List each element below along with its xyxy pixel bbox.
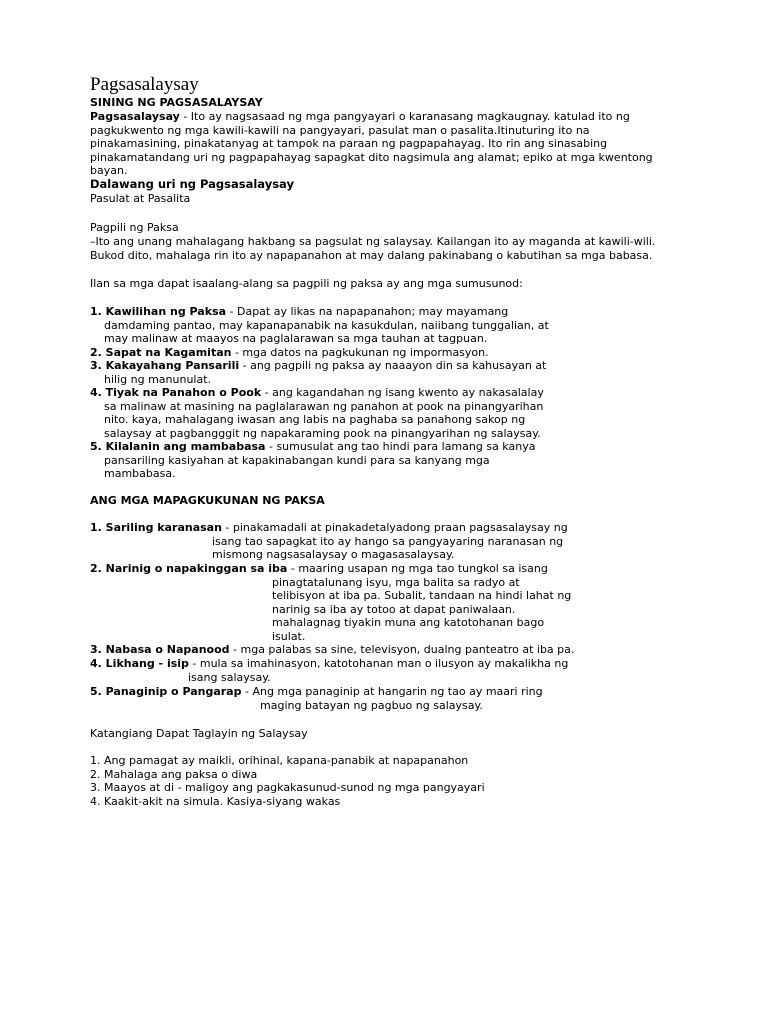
list-item-text: - mula sa imahinasyon, katotohanan man o ilusyon ay makalikha ng xyxy=(188,657,569,670)
list-item-term: 2. Sapat na Kagamitan xyxy=(90,345,232,359)
list-item-continuation: nito. kaya, mahalagang iwasan ang labis na paghaba sa panahong sakop ng xyxy=(104,413,526,426)
list-item-term: 5. Kilalanin ang mambabasa xyxy=(90,440,266,453)
paragraph-line: –Ito ang unang mahalagang hakbang sa pagsulat ng salaysay. Kailangan ito ay maganda at kawili-wili. xyxy=(90,235,656,248)
list-item-continuation: maging batayan ng pagbuo ng salaysay. xyxy=(260,698,483,712)
list-item-continuation: salaysay at pagbangggit ng napakaraming pook na pinangyarihan ng salaysay. xyxy=(104,426,541,440)
definition-text: - Ito ay nagsasaad ng mga pangyayari o karanasang magkaugnay. katulad ito ng xyxy=(179,110,630,123)
list-item-text: - mga palabas sa sine, televisyon, dualng panteatro at iba pa. xyxy=(229,643,575,656)
list-item-text: - ang pagpili ng paksa ay naaayon din sa kahusayan at xyxy=(239,359,547,372)
list-item-continuation: pansariling kasiyahan at kapakinabangan kundi para sa kanyang mga xyxy=(104,453,490,467)
list-item-text: - sumusulat ang tao hindi para lamang sa kanya xyxy=(265,440,536,453)
list-item-continuation: isang salaysay. xyxy=(188,670,271,684)
list-item-text: - Ang mga panaginip at hangarin ng tao ay maari ring xyxy=(241,685,543,698)
list-item-text: - ang kagandahan ng isang kwento ay nakasalalay xyxy=(261,386,544,399)
list-item-continuation: damdaming pantao, may kapanapanabik na kasukdulan, naiibang tunggalian, at xyxy=(104,318,549,332)
list-item-term: 3. Kakayahang Pansarili xyxy=(90,359,240,372)
list-item-term: 4. Likhang - isip xyxy=(90,657,189,670)
list-item-continuation: mambabasa. xyxy=(104,467,176,480)
list-item xyxy=(90,643,574,657)
list-item xyxy=(90,657,568,671)
list-item-continuation: mahalagnag tiyakin muna ang katotohanan bago xyxy=(272,616,545,629)
list-item-continuation: mismong nagsasalaysay o magasasalaysay. xyxy=(212,548,455,561)
paragraph-line: Bukod dito, mahalaga rin ito ay napapanahon at may dalang pakinabang o kabutihan sa mga babasa. xyxy=(90,249,653,262)
list-item xyxy=(90,562,548,576)
list-item xyxy=(90,685,543,699)
list-item xyxy=(90,305,508,319)
definition-line xyxy=(90,110,630,124)
list-item-text: - pinakamadali at pinakadetalyadong praan pagsasalaysay ng xyxy=(221,521,568,534)
types-line: Pasulat at Pasalita xyxy=(90,192,191,205)
list-item: 3. Maayos at di - maligoy ang pagkakasunud-sunod ng mga pangyayari xyxy=(90,781,485,794)
list-item-continuation: isulat. xyxy=(272,629,306,643)
list-item xyxy=(90,359,546,373)
section-heading-mapagkukunan: ANG MGA MAPAGKUKUNAN NG PAKSA xyxy=(90,494,325,507)
definition-line: bayan. xyxy=(90,164,128,177)
document-title: Pagsasalaysay xyxy=(90,74,199,95)
list-item xyxy=(90,386,544,400)
list-intro: Ilan sa mga dapat isaalang-alang sa pagpili ng paksa ay ang mga sumusunod: xyxy=(90,277,523,290)
list-item: 4. Kaakit-akit na simula. Kasiya-siyang wakas xyxy=(90,794,341,808)
list-item-continuation: narinig sa iba ay totoo at dapat paniwalaan. xyxy=(272,602,516,616)
list-item-term: 1. Kawilihan ng Paksa xyxy=(90,305,227,318)
list-item-term: 4. Tiyak na Panahon o Pook xyxy=(90,386,262,399)
list-item: 2. Mahalaga ang paksa o diwa xyxy=(90,767,258,781)
list-item xyxy=(90,346,489,360)
list-item-text: - maaring usapan ng mga tao tungkol sa isang xyxy=(287,562,548,575)
list-item-continuation: isang tao sapagkat ito ay hango sa pangyayaring naranasan ng xyxy=(212,534,564,548)
definition-term: Pagsasalaysay xyxy=(90,110,180,123)
section-heading-uri: Dalawang uri ng Pagsasalaysay xyxy=(90,177,294,191)
list-item-continuation: pinagtatalunang isyu, mga balita sa radyo at xyxy=(272,575,520,589)
list-item: 1. Ang pamagat ay maikli, orihinal, kapana-panabik at napapanahon xyxy=(90,754,469,767)
definition-line: pinakamasining, pinakatanyag at tampok na paraan ng pagpapahayag. Ito rin ang sinasabing xyxy=(90,137,608,150)
list-item-text: - mga datos na pagkukunan ng impormasyon. xyxy=(231,345,489,359)
list-item-term: 5. Panaginip o Pangarap xyxy=(90,685,242,698)
definition-line: pagkukwento ng mga kawili-kawili na pangyayari, pasulat man o pasalita.Itinuturing ito na xyxy=(90,123,590,137)
list-item xyxy=(90,440,535,454)
list-item-term: 2. Narinig o napakinggan sa iba xyxy=(90,562,288,575)
list-item-continuation: may malinaw at maayos na paglalarawan sa mga tauhan at tagpuan. xyxy=(104,332,488,345)
list-item-continuation: telibisyon at iba pa. Subalit, tandaan na hindi lahat ng xyxy=(272,589,572,602)
section-heading-pagpili: Pagpili ng Paksa xyxy=(90,221,179,234)
list-item-continuation: hilig ng manunulat. xyxy=(104,372,212,386)
list-item-text: - Dapat ay likas na napapanahon; may mayamang xyxy=(226,305,509,318)
definition-line: pinakamatandang uri ng pagpapahayag sapagkat dito nagsimula ang alamat; epiko at mga kwentong xyxy=(90,150,653,164)
list-item xyxy=(90,521,568,535)
section-heading-katangian: Katangiang Dapat Taglayin ng Salaysay xyxy=(90,727,308,740)
list-item-term: 1. Sariling karanasan xyxy=(90,521,222,534)
list-item-continuation: sa malinaw at masining na paglalarawan ng panahon at pook na pinangyarihan xyxy=(104,399,544,413)
list-item-term: 3. Nabasa o Napanood xyxy=(90,643,230,656)
section-heading-sining: SINING NG PAGSASALAYSAY xyxy=(90,96,263,109)
